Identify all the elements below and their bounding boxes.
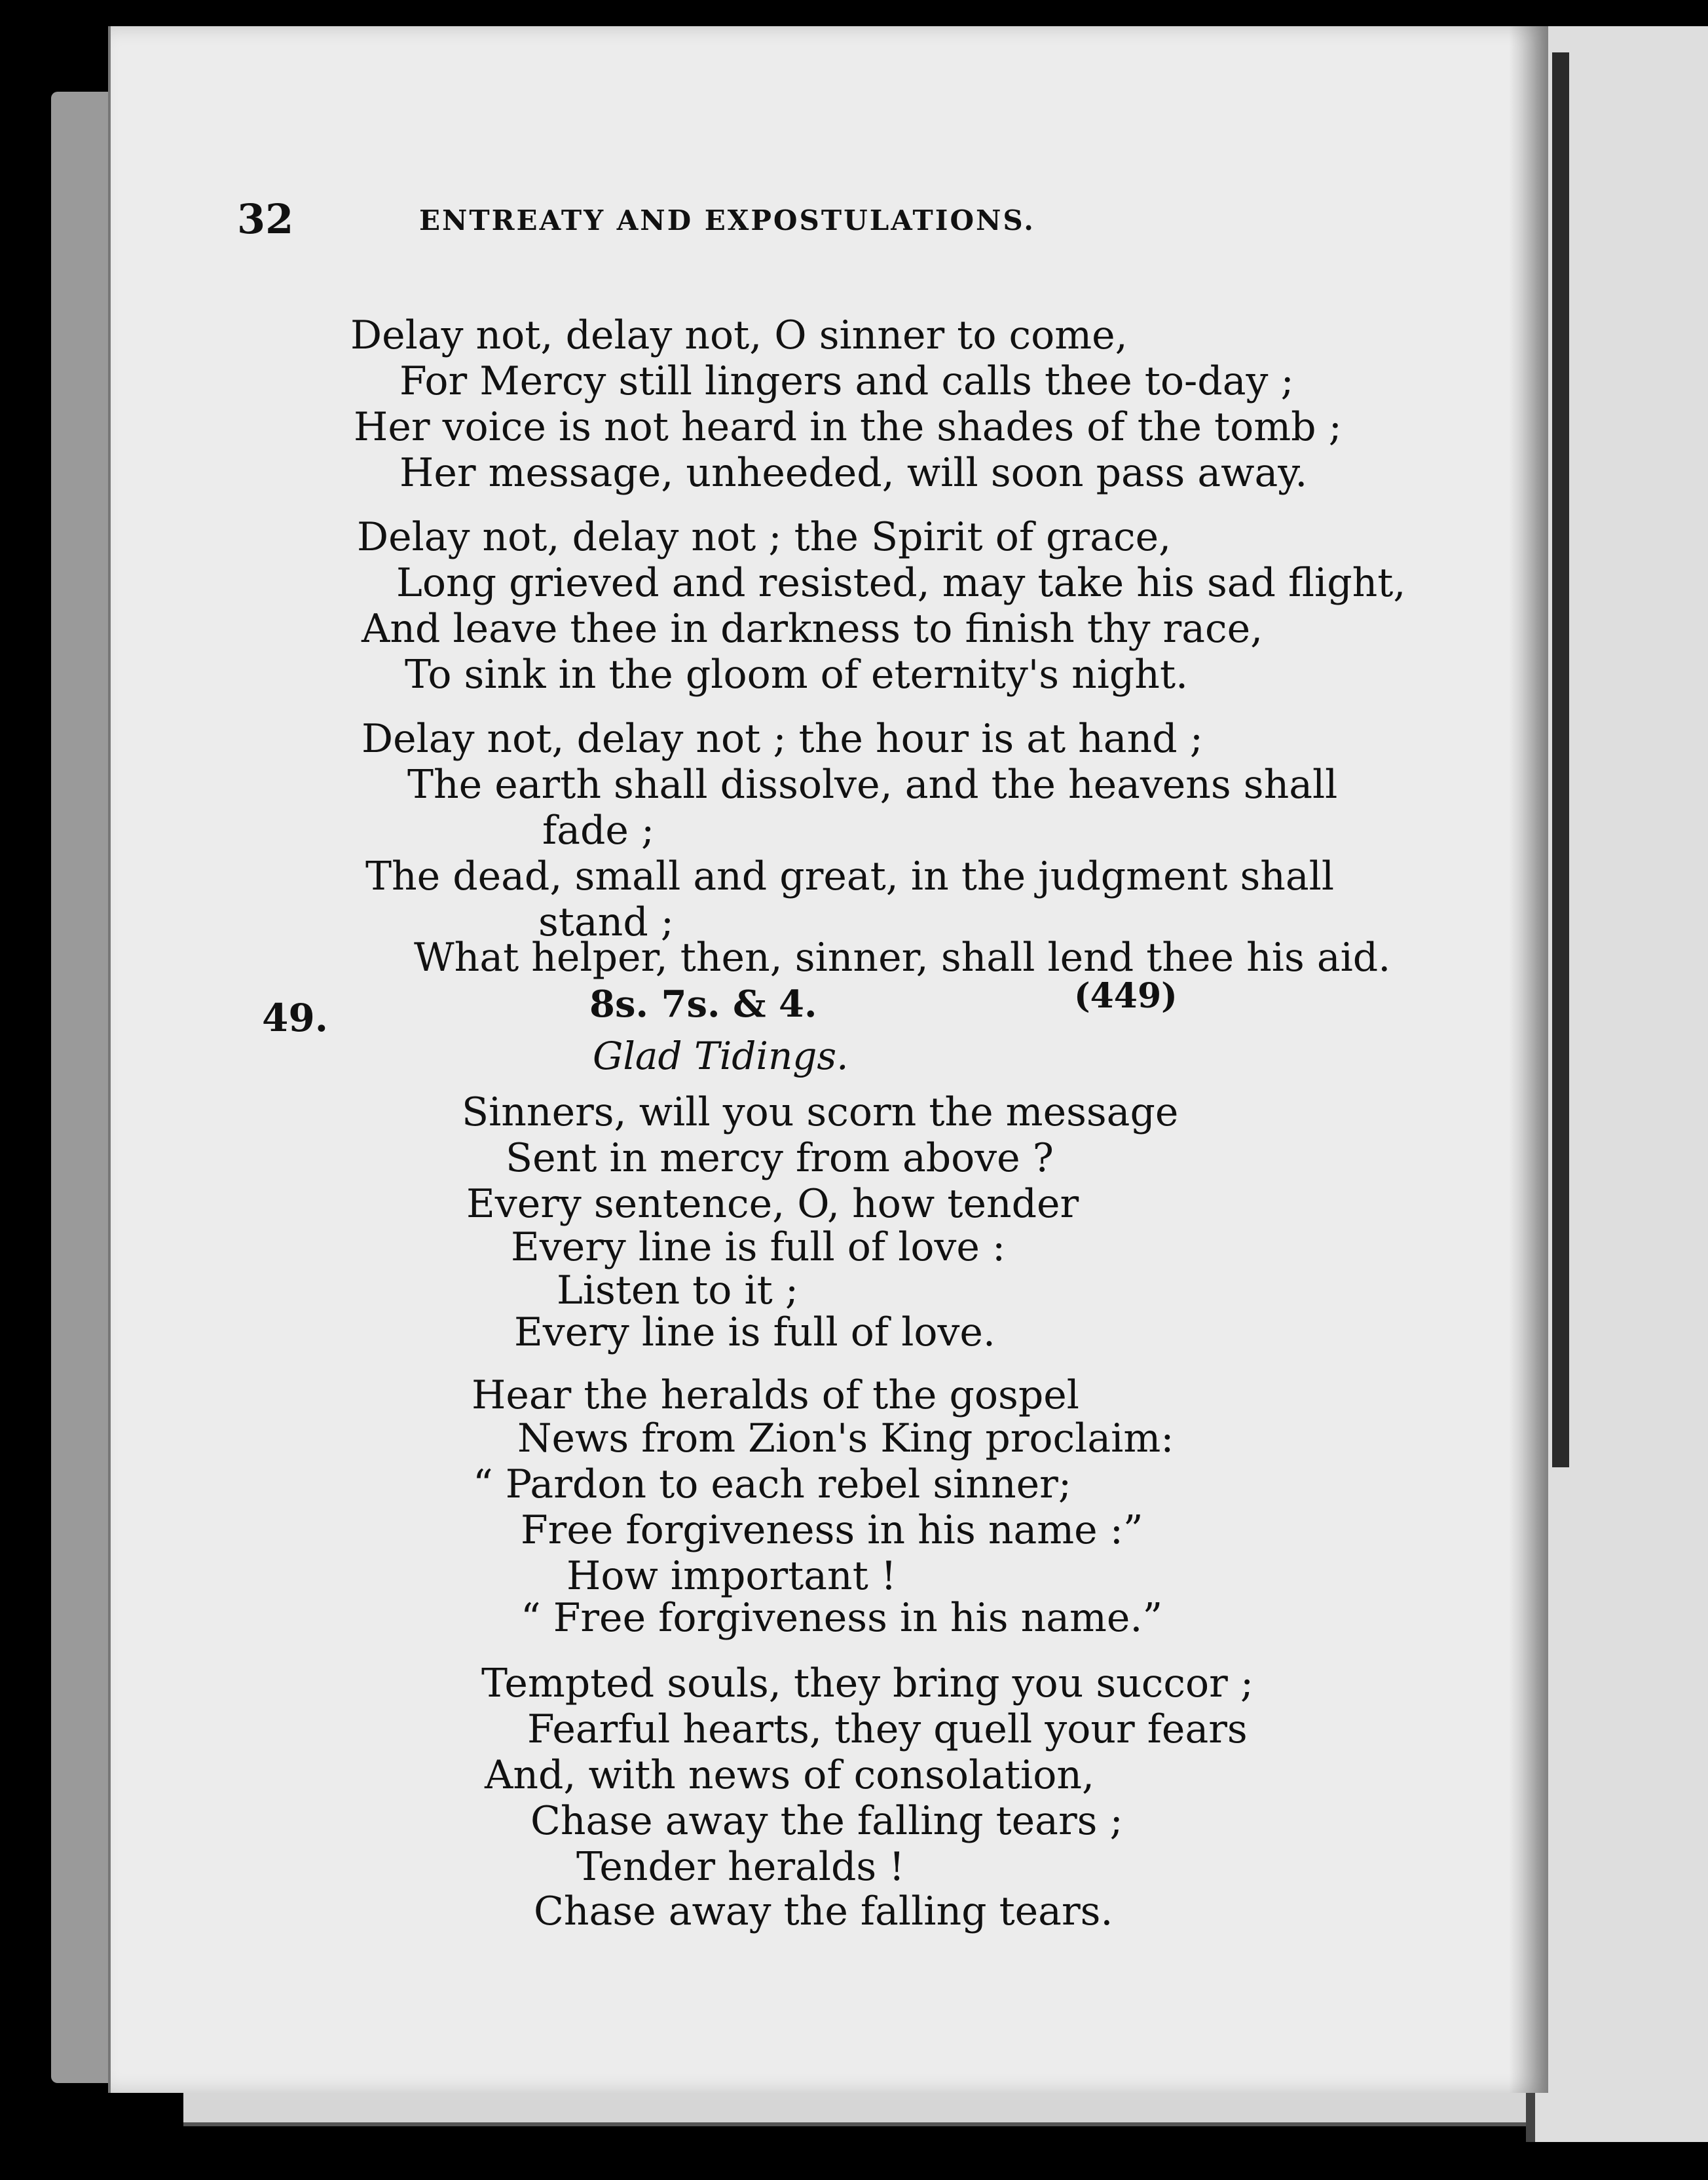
verse-line: stand ; — [538, 899, 675, 945]
verse-line: fade ; — [542, 808, 655, 854]
verse-line: Chase away the falling tears ; — [530, 1798, 1123, 1844]
verse-line: Every line is full of love : — [511, 1224, 1006, 1270]
verse-line: Hear the heralds of the gospel — [472, 1372, 1079, 1418]
hymn-number: 49. — [262, 996, 328, 1040]
verse-line: Her message, unheeded, will soon pass away. — [399, 450, 1308, 496]
running-title: ENTREATY AND EXPOSTULATIONS. — [419, 204, 1035, 236]
verse-line: “ Free forgiveness in his name.” — [521, 1595, 1163, 1641]
verse-line: Delay not, delay not ; the hour is at hand ; — [362, 716, 1203, 762]
hymn-meter: 8s. 7s. & 4. — [589, 983, 817, 1026]
verse-line: Every sentence, O, how tender — [466, 1181, 1079, 1227]
facing-page — [1526, 26, 1708, 2142]
verse-line: And, with news of consolation, — [485, 1752, 1095, 1798]
verse-line: Listen to it ; — [557, 1268, 799, 1313]
verse-line: Sinners, will you scorn the message — [462, 1089, 1179, 1135]
verse-line: The dead, small and great, in the judgment shall — [365, 854, 1335, 899]
verse-line: How important ! — [566, 1553, 897, 1599]
binding-spine — [1552, 52, 1569, 1467]
verse-line: The earth shall dissolve, and the heavens shall — [407, 762, 1338, 808]
verse-line: And leave thee in darkness to finish thy race, — [362, 606, 1263, 652]
verse-line: Fearful hearts, they quell your fears — [527, 1706, 1248, 1752]
verse-line: News from Zion's King proclaim: — [517, 1416, 1174, 1461]
verse-line: Delay not, delay not ; the Spirit of grace, — [357, 514, 1172, 560]
verse-line: Her voice is not heard in the shades of the tomb ; — [354, 404, 1342, 450]
verse-line: “ Pardon to each rebel sinner; — [473, 1461, 1072, 1507]
verse-line: Delay not, delay not, O sinner to come, — [350, 312, 1128, 358]
verse-line: Free forgiveness in his name :” — [521, 1507, 1143, 1553]
verse-line: Chase away the falling tears. — [534, 1889, 1113, 1934]
verse-line: Tempted souls, they bring you succor ; — [481, 1661, 1254, 1706]
verse-line: What helper, then, sinner, shall lend thee his aid. — [414, 935, 1391, 981]
hymn-reference: (449) — [1074, 976, 1178, 1016]
verse-line: Long grieved and resisted, may take his sad flight, — [396, 560, 1406, 606]
verse-line: Sent in mercy from above ? — [506, 1135, 1054, 1181]
hymn-title: Glad Tidings. — [593, 1034, 849, 1078]
verse-line: Every line is full of love. — [514, 1309, 995, 1355]
verse-line: To sink in the gloom of eternity's night. — [405, 652, 1189, 698]
page-number: 32 — [237, 195, 294, 243]
verse-line: Tender heralds ! — [576, 1844, 905, 1890]
verse-line: For Mercy still lingers and calls thee to-day ; — [399, 358, 1294, 404]
